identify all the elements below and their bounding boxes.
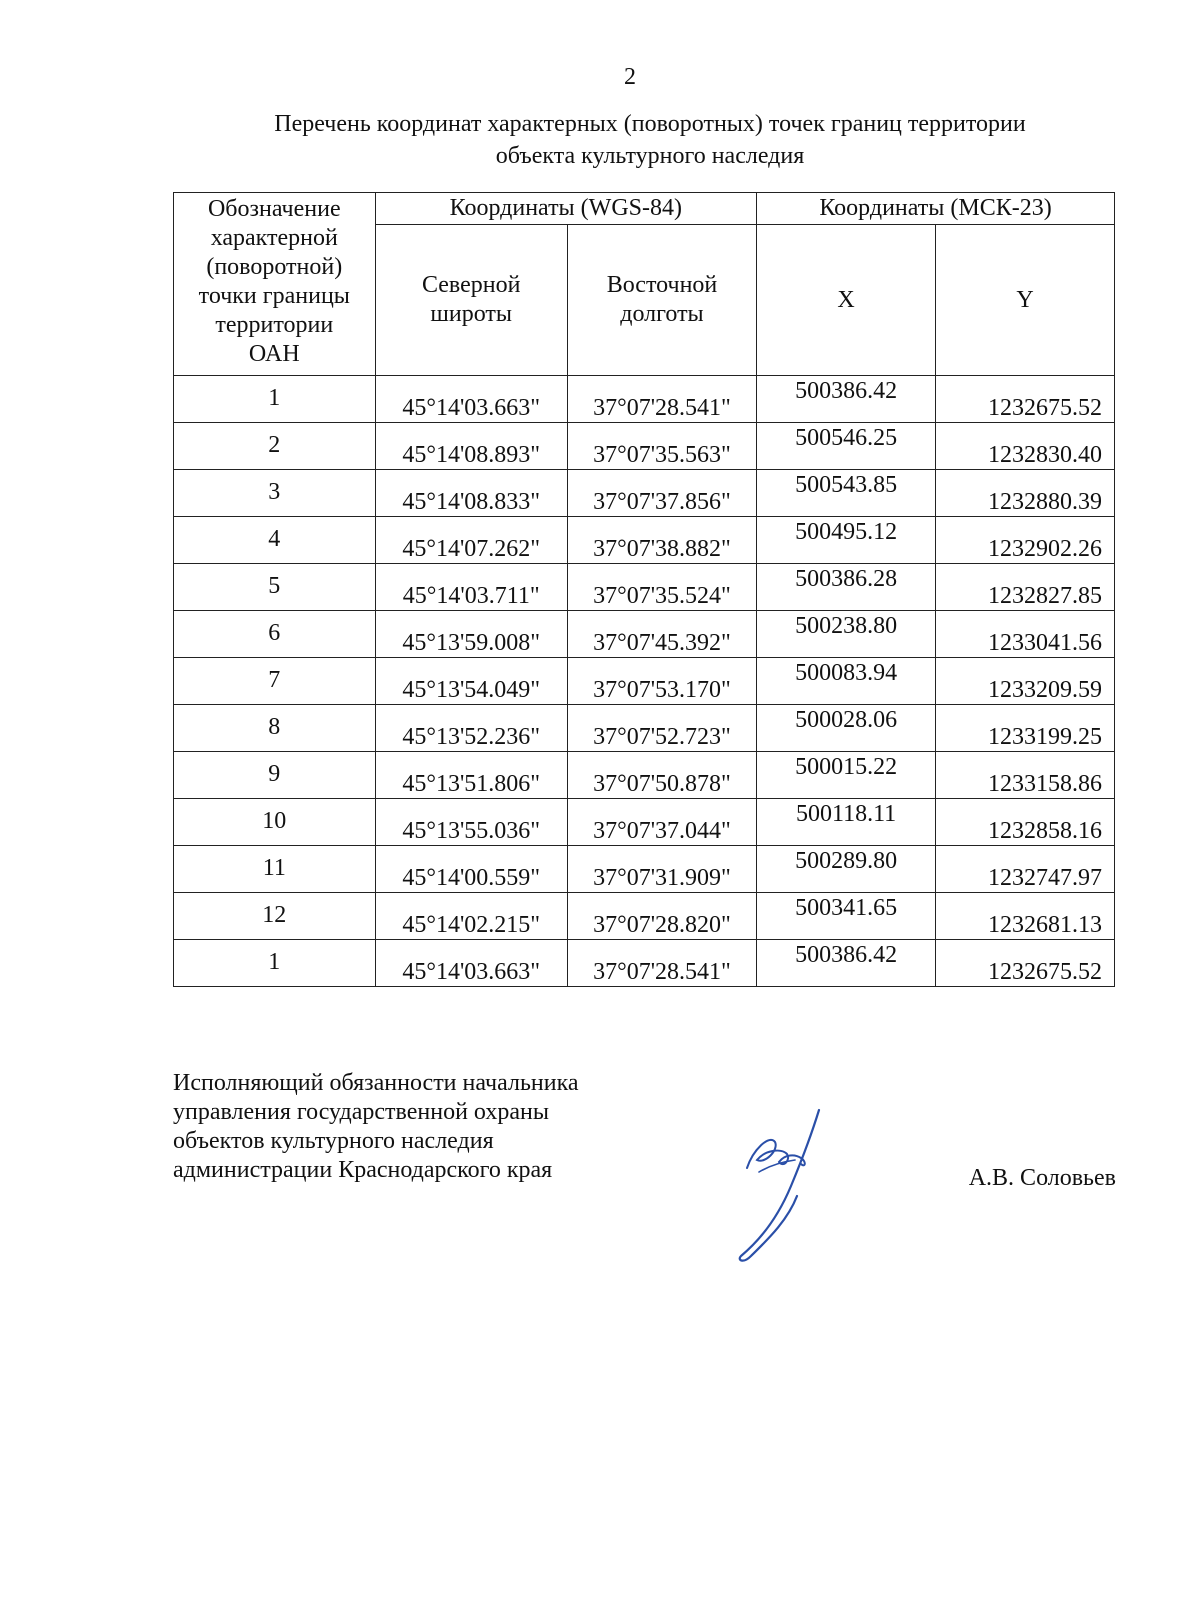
table-row	[174, 564, 1115, 611]
table-row	[174, 752, 1115, 799]
cell-longitude: 37°07'35.524"	[567, 564, 756, 611]
cell-point: 8	[174, 705, 376, 752]
cell-x: 500341.65	[757, 893, 936, 940]
cell-latitude: 45°14'03.663"	[375, 376, 567, 423]
cell-latitude: 45°13'52.236"	[375, 705, 567, 752]
cell-longitude: 37°07'28.541"	[567, 940, 756, 987]
cell-longitude: 37°07'45.392"	[567, 611, 756, 658]
table-row	[174, 611, 1115, 658]
table-row	[174, 705, 1115, 752]
cell-x: 500386.42	[757, 940, 936, 987]
signatory-position	[173, 1069, 773, 1185]
coordinates-table	[173, 192, 1115, 987]
cell-x: 500118.11	[757, 799, 936, 846]
cell-latitude: 45°14'08.893"	[375, 423, 567, 470]
cell-point: 4	[174, 517, 376, 564]
cell-longitude: 37°07'28.541"	[567, 376, 756, 423]
cell-y: 1232902.26	[936, 517, 1115, 564]
cell-point: 1	[174, 940, 376, 987]
table-row	[174, 423, 1115, 470]
cell-x: 500546.25	[757, 423, 936, 470]
page-number: 2	[624, 64, 636, 90]
cell-latitude: 45°14'07.262"	[375, 517, 567, 564]
cell-longitude: 37°07'35.563"	[567, 423, 756, 470]
cell-longitude: 37°07'38.882"	[567, 517, 756, 564]
table-row	[174, 893, 1115, 940]
cell-y: 1232858.16	[936, 799, 1115, 846]
cell-point: 11	[174, 846, 376, 893]
header-longitude	[567, 225, 756, 376]
header-point-designation	[174, 193, 376, 376]
cell-x: 500083.94	[757, 658, 936, 705]
table-header-row	[174, 193, 1115, 225]
cell-y: 1232675.52	[936, 376, 1115, 423]
signatory-position-line: Исполняющий обязанности начальника	[173, 1070, 579, 1096]
header-latitude	[375, 225, 567, 376]
cell-y: 1232830.40	[936, 423, 1115, 470]
cell-longitude: 37°07'50.878"	[567, 752, 756, 799]
cell-latitude: 45°14'03.663"	[375, 940, 567, 987]
cell-longitude: 37°07'37.856"	[567, 470, 756, 517]
cell-point: 2	[174, 423, 376, 470]
signatory-position-line: управления государственной охраны	[173, 1099, 549, 1125]
cell-latitude: 45°14'08.833"	[375, 470, 567, 517]
cell-point: 9	[174, 752, 376, 799]
cell-point: 7	[174, 658, 376, 705]
header-point-line: характерной	[210, 225, 338, 251]
cell-x: 500028.06	[757, 705, 936, 752]
cell-point: 1	[174, 376, 376, 423]
cell-x: 500289.80	[757, 846, 936, 893]
signatory-position-line: администрации Краснодарского края	[173, 1157, 553, 1183]
cell-latitude: 45°14'02.215"	[375, 893, 567, 940]
signatory-position-line: объектов культурного наследия	[173, 1128, 494, 1154]
cell-y: 1233209.59	[936, 658, 1115, 705]
header-point-line: (поворотной)	[206, 254, 343, 280]
cell-latitude: 45°14'00.559"	[375, 846, 567, 893]
table-row	[174, 517, 1115, 564]
header-point-line: ОАН	[248, 341, 300, 367]
cell-y: 1232747.97	[936, 846, 1115, 893]
cell-longitude: 37°07'53.170"	[567, 658, 756, 705]
cell-x: 500543.85	[757, 470, 936, 517]
cell-x: 500386.42	[757, 376, 936, 423]
header-wgs84-group: Координаты (WGS-84)	[375, 193, 757, 225]
cell-y: 1232675.52	[936, 940, 1115, 987]
cell-point: 5	[174, 564, 376, 611]
table-header	[174, 193, 1115, 376]
cell-latitude: 45°13'59.008"	[375, 611, 567, 658]
cell-point: 10	[174, 799, 376, 846]
header-x: X	[757, 225, 936, 376]
table-row	[174, 799, 1115, 846]
cell-latitude: 45°14'03.711"	[375, 564, 567, 611]
header-point-line: Обозначение	[207, 196, 341, 222]
cell-longitude: 37°07'28.820"	[567, 893, 756, 940]
cell-y: 1232827.85	[936, 564, 1115, 611]
document-title-line-1: Перечень координат характерных (поворотных) точек границ территории	[274, 111, 1026, 137]
header-longitude-line: Восточной	[606, 272, 718, 298]
handwritten-signature	[735, 1106, 855, 1266]
cell-latitude: 45°13'51.806"	[375, 752, 567, 799]
table-row	[174, 940, 1115, 987]
cell-latitude: 45°13'55.036"	[375, 799, 567, 846]
header-y: Y	[936, 225, 1115, 376]
cell-longitude: 37°07'37.044"	[567, 799, 756, 846]
cell-y: 1233158.86	[936, 752, 1115, 799]
table-row	[174, 846, 1115, 893]
cell-longitude: 37°07'52.723"	[567, 705, 756, 752]
cell-point: 6	[174, 611, 376, 658]
table-row	[174, 658, 1115, 705]
cell-point: 3	[174, 470, 376, 517]
header-point-line: территории	[215, 312, 334, 338]
cell-y: 1233041.56	[936, 611, 1115, 658]
cell-y: 1232681.13	[936, 893, 1115, 940]
table-body	[174, 376, 1115, 987]
signature-stroke	[759, 1160, 795, 1172]
cell-y: 1233199.25	[936, 705, 1115, 752]
cell-x: 500495.12	[757, 517, 936, 564]
cell-x: 500015.22	[757, 752, 936, 799]
table-row	[174, 470, 1115, 517]
header-longitude-line: долготы	[620, 301, 704, 327]
cell-latitude: 45°13'54.049"	[375, 658, 567, 705]
header-point-line: точки границы	[198, 283, 350, 309]
cell-longitude: 37°07'31.909"	[567, 846, 756, 893]
header-latitude-line: широты	[430, 301, 513, 327]
cell-y: 1232880.39	[936, 470, 1115, 517]
cell-x: 500386.28	[757, 564, 936, 611]
header-latitude-line: Северной	[421, 272, 521, 298]
cell-x: 500238.80	[757, 611, 936, 658]
signatory-name: А.В. Соловьев	[968, 1165, 1116, 1191]
cell-point: 12	[174, 893, 376, 940]
document-title	[180, 108, 1120, 172]
document-title-line-2: объекта культурного наследия	[495, 143, 805, 169]
table-row	[174, 376, 1115, 423]
header-msk23-group: Координаты (МСК-23)	[757, 193, 1115, 225]
signature-stroke	[740, 1110, 819, 1261]
